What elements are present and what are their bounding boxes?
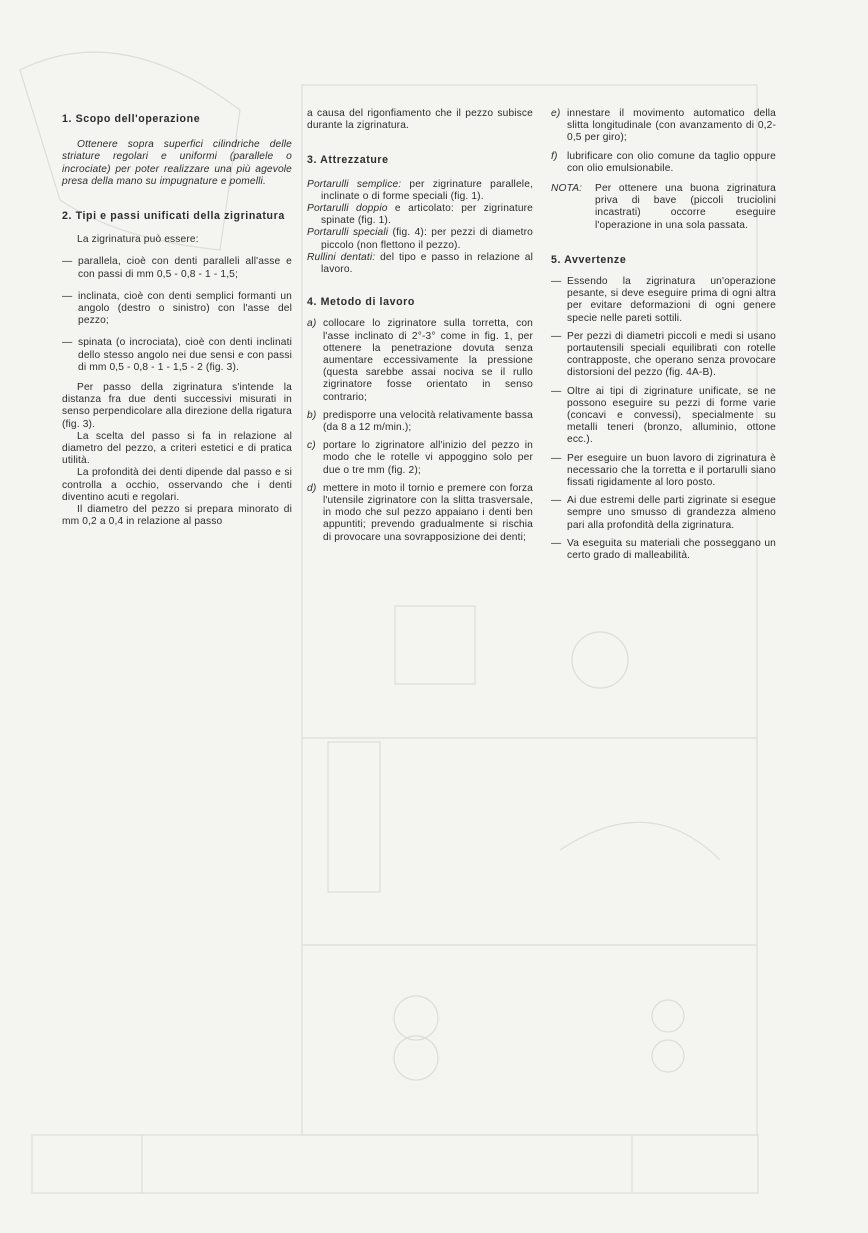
list-bullet: —	[551, 330, 562, 342]
list-item	[551, 151, 776, 175]
equipment-item	[307, 179, 533, 203]
section-2-heading: 2. Tipi e passi unificati della zigrinatura	[62, 210, 285, 223]
list-text: Ai due estremi delle parti zigrinate si esegue sempre uno smusso di grandezza almeno pari alla profondità della zigrinatura.	[567, 495, 776, 531]
section-1-heading: 1. Scopo dell'operazione	[62, 113, 201, 125]
section-1-intro: Ottenere sopra superfici cilindriche delle striature regolari e uniformi (parallele o incrociate) per poter realizzare una più agevole presa della mano su impugnature e pomelli.	[62, 139, 292, 187]
list-text: parallela, cioè con denti paralleli all'asse e con passi di mm 0,5 - 0,8 - 1 - 1,5;	[78, 256, 292, 280]
list-text: spinata (o incrociata), cioè con denti inclinati dello stesso angolo nei due sensi e con passi di mm 0,5 - 0,8 - 1 - 1,5 - 2 (fig. 3).	[78, 337, 292, 373]
section-3-heading: 3. Attrezzature	[307, 154, 389, 167]
list-item	[307, 440, 533, 477]
list-text: mettere in moto il tornio e premere con forza l'utensile zigrinatore con la slitta trasversale, in modo che sul pezzo appaiano i denti ben appuntiti; prevendo gradualmente si rischia di provocare una sovrapposizione dei denti;	[323, 482, 533, 543]
equipment-term: Portarulli doppio	[307, 203, 388, 215]
equipment-desc: e articolato: per zigrinature spinate (fig. 1).	[321, 203, 533, 227]
list-bullet: —	[62, 290, 73, 302]
list-text: lubrificare con olio comune da taglio oppure con olio emulsionabile.	[567, 150, 776, 174]
column-2	[307, 108, 533, 544]
list-marker: c)	[307, 440, 316, 452]
paragraph: La profondità dei denti dipende dal passo e si controlla a occhio, osservando che i denti diventino acuti e regolari.	[62, 467, 292, 503]
equipment-item	[307, 203, 533, 227]
list-item	[307, 410, 533, 434]
equipment-desc: (fig. 4): per pezzi di diametro piccolo (non flettono il pezzo).	[321, 227, 533, 251]
list-item	[551, 331, 776, 380]
list-text: portare lo zigrinatore all'inizio del pezzo in modo che le rotelle vi appoggino solo per due o tre mm (fig. 2);	[323, 440, 533, 476]
note-block	[551, 183, 776, 232]
list-marker: a)	[307, 318, 317, 330]
section-5-heading: 5. Avvertenze	[551, 253, 627, 266]
list-text: Per eseguire un buon lavoro di zigrinatura è necessario che la torretta e il portarulli siano fissati rigidamente al loro posto.	[567, 452, 776, 489]
list-bullet: —	[551, 452, 562, 464]
equipment-term: Portarulli semplice:	[307, 178, 402, 190]
list-item	[551, 453, 776, 490]
list-text: Per pezzi di diametri piccoli e medi si usano portautensili speciali equilibrati con rotelle contrapposte, che operano senza provocare distorsioni del pezzo (fig. 4A-B).	[567, 330, 776, 379]
list-item	[307, 318, 533, 403]
list-text: Va eseguita su materiali che posseggano un certo grado di malleabilità.	[567, 537, 776, 562]
equipment-item	[307, 227, 533, 251]
list-item	[62, 337, 292, 374]
list-text: predisporre una velocità relativamente bassa (da 8 a 12 m/min.);	[323, 409, 533, 434]
equipment-item	[307, 252, 533, 276]
list-item	[551, 538, 776, 562]
list-marker: b)	[307, 409, 317, 421]
equipment-desc: del tipo e passo in relazione al lavoro.	[321, 251, 534, 276]
list-text: Essendo la zigrinatura un'operazione pesante, si deve eseguire prima di ogni altra per evitare deformazioni di ogni genere specie nelle pareti sottili.	[567, 276, 776, 324]
section-4-heading: 4. Metodo di lavoro	[307, 296, 415, 309]
list-item	[551, 276, 776, 325]
equipment-desc: per zigrinature parallele, inclinate o di forme speciali (fig. 1).	[321, 178, 533, 202]
section-2-lead: La zigrinatura può essere:	[77, 234, 199, 246]
paragraph: Il diametro del pezzo si prepara minorato di mm 0,2 a 0,4 in relazione al passo	[62, 504, 292, 528]
list-marker: d)	[307, 482, 317, 494]
list-text: inclinata, cioè con denti semplici formanti un angolo (destro o sinistro) con l'asse del pezzo;	[78, 290, 292, 327]
list-text: collocare lo zigrinatore sulla torretta, con l'asse inclinato di 2°-3° come in fig. 1, per ottenere la penetrazione dovuta senza aumentare eccessivamente la pressione (questa sarebbe assai nociva se il rullo zigrinatore fosse orientato in senso contrario;	[323, 318, 533, 403]
equipment-term: Rullini dentati:	[307, 251, 376, 263]
list-item	[307, 483, 533, 544]
list-item	[551, 495, 776, 532]
list-bullet: —	[551, 537, 562, 549]
list-bullet: —	[551, 385, 562, 397]
equipment-term: Portarulli speciali	[307, 227, 389, 239]
list-marker: f)	[551, 150, 558, 162]
list-item	[62, 256, 292, 280]
list-bullet: —	[551, 495, 562, 507]
paragraph-continuation: a causa del rigonfiamento che il pezzo subisce durante la zigrinatura.	[307, 108, 533, 132]
paragraph: Per passo della zigrinatura s'intende la distanza fra due denti successivi misurati in senso perpendicolare alla direzione della rigatura (fig. 3).	[62, 382, 292, 430]
list-item	[551, 108, 776, 145]
list-text: Oltre ai tipi di zigrinature unificate, se ne possono eseguire su pezzi di forme varie (concavi e convessi), specialmente su metalli teneri (bronzo, alluminio, ottone ecc.).	[567, 385, 776, 446]
list-marker: e)	[551, 108, 561, 119]
note-label: NOTA:	[551, 183, 583, 195]
list-item	[551, 386, 776, 447]
list-bullet: —	[62, 337, 73, 349]
list-bullet: —	[551, 276, 562, 288]
note-text: Per ottenere una buona zigrinatura priva di bave (piccoli truciolini incastrati) occorre eseguire l'operazione in una sola passata.	[595, 183, 776, 231]
list-text: innestare il movimento automatico della slitta longitudinale (con avanzamento di 0,2-0,5 per giro);	[567, 108, 776, 144]
column-3	[551, 108, 776, 562]
list-item	[62, 291, 292, 328]
list-bullet: —	[62, 256, 73, 268]
column-1	[62, 113, 292, 528]
paragraph: La scelta del passo si fa in relazione al diametro del pezzo, a criteri estetici e di pratica utilità.	[62, 430, 292, 467]
